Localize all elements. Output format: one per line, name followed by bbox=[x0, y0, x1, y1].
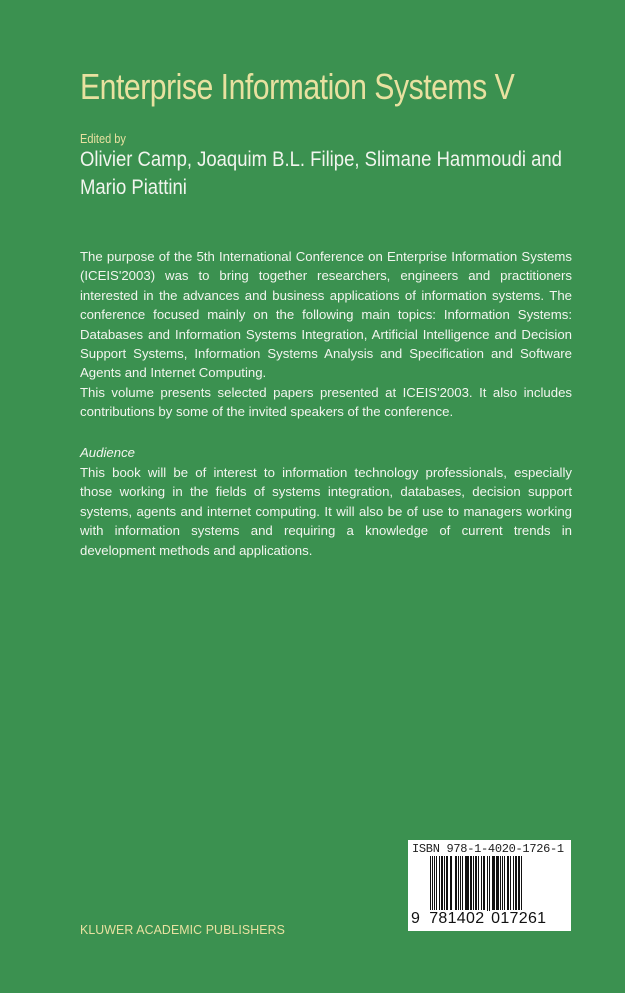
isbn-digit-group-1: 781402 bbox=[429, 910, 485, 927]
audience-heading: Audience bbox=[80, 445, 135, 460]
edited-by-label: Edited by bbox=[80, 132, 126, 146]
description-paragraph-1: The purpose of the 5th International Conference on Enterprise Information Systems (ICEIS'2003) was to bring together researchers, engineers and practitioners interested in the advances and business applications of information systems. The conference focused mainly on the following main topics: Information Systems: Databases and Information Systems Integration, Artificial Intelligence and Decision Support Systems, Information Systems Analysis and Specification and Software Agents and Internet Computing. bbox=[80, 249, 572, 381]
editors-line-2: Mario Piattini bbox=[80, 175, 187, 199]
publisher-name: KLUWER ACADEMIC PUBLISHERS bbox=[80, 922, 285, 937]
book-title: Enterprise Information Systems V bbox=[80, 66, 515, 107]
editors bbox=[80, 145, 596, 201]
isbn-label: ISBN 978-1-4020-1726-1 bbox=[412, 842, 564, 856]
description-paragraph-2: This volume presents selected papers presented at ICEIS'2003. It also includes contributions by some of the invited speakers of the conference. bbox=[80, 385, 572, 420]
editors-line-1: Olivier Camp, Joaquim B.L. Filipe, Slimane Hammoudi and bbox=[80, 147, 562, 171]
barcode-bar bbox=[522, 856, 523, 911]
isbn-digit-lead: 9 bbox=[411, 910, 421, 927]
audience-paragraph: This book will be of interest to information technology professionals, especially those working in the fields of systems integration, databases, decision support systems, agents and internet computing. It will also be of use to managers working with information systems and requiring a knowledge of current trends in development methods and applications. bbox=[80, 465, 572, 558]
isbn-digits bbox=[411, 910, 547, 928]
isbn-barcode-box bbox=[408, 840, 571, 931]
isbn-digit-group-2: 017261 bbox=[491, 910, 547, 927]
